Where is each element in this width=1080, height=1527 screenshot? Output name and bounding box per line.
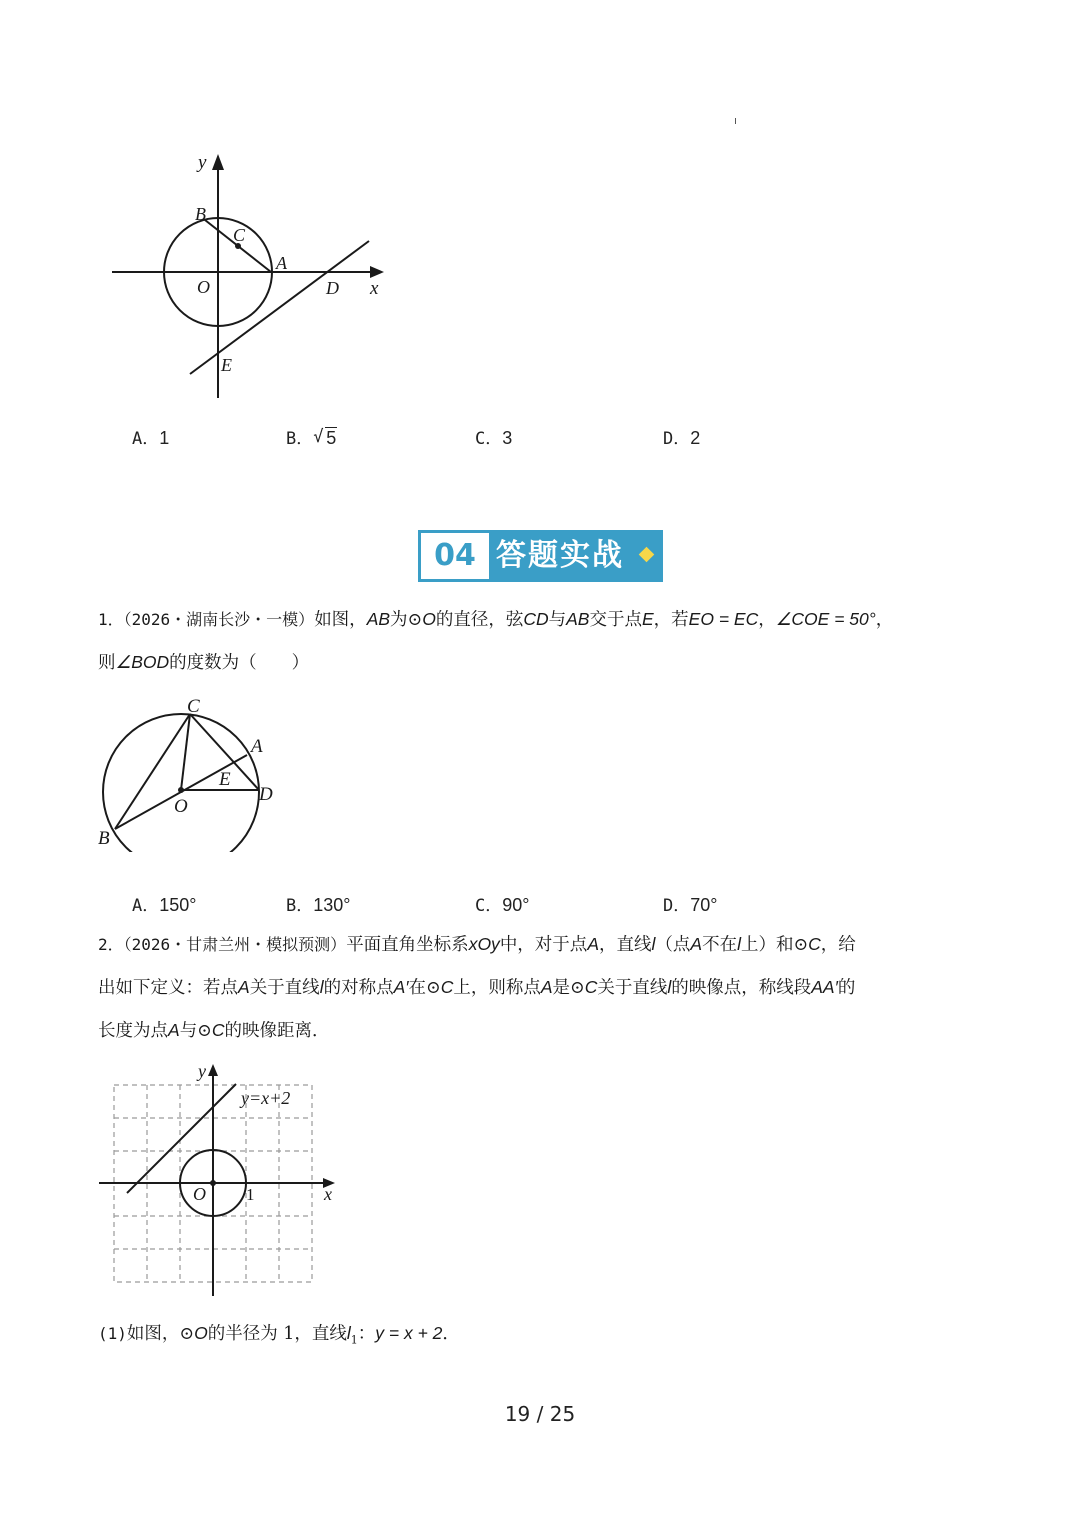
label-b2: B (98, 828, 110, 849)
q0-option-b[interactable]: B．√ 5 (286, 424, 337, 449)
question-2-sub-1: (1)如图，⊙O的半径为 1，直线$l_1$：y = x + 2． (98, 1323, 460, 1347)
label-x: x (370, 278, 379, 299)
section-badge (418, 530, 663, 582)
label-o2: O (174, 796, 188, 817)
q0-option-c[interactable]: C．3 (475, 428, 513, 449)
label-c2: C (187, 696, 200, 717)
y-axis-arrow-3 (208, 1064, 218, 1076)
y-axis-arrow (212, 154, 224, 170)
q1-option-a[interactable]: A．150° (132, 895, 197, 916)
x-axis-arrow (370, 266, 384, 278)
sqrt-symbol: √ 5 (313, 428, 337, 449)
stray-mark (735, 118, 736, 124)
label-y3: y (198, 1061, 206, 1081)
q1-option-d[interactable]: D．70° (663, 895, 718, 916)
q1-option-c[interactable]: C．90° (475, 895, 530, 916)
label-e2: E (219, 769, 231, 790)
figure-grid-graph (95, 1058, 345, 1298)
label-e: E (221, 355, 232, 375)
figure-circle-axes (100, 148, 400, 403)
label-b: B (195, 204, 206, 224)
label-y: y (198, 152, 207, 173)
label-a2: A (251, 736, 263, 757)
label-c: C (233, 225, 246, 245)
page-number: 19 / 25 (504, 1402, 576, 1426)
label-d2: D (259, 784, 273, 805)
label-one: 1 (246, 1185, 255, 1204)
origin-point (210, 1180, 216, 1186)
q0-option-d[interactable]: D．2 (663, 428, 701, 449)
label-a: A (276, 253, 287, 273)
q0-option-a[interactable]: A．1 (132, 428, 170, 449)
q1-option-b[interactable]: B．130° (286, 895, 351, 916)
label-x3: x (324, 1184, 332, 1204)
section-number: 04 (421, 533, 489, 579)
section-title: 答题实战 (496, 538, 624, 573)
label-o3: O (193, 1184, 206, 1204)
label-line-eq: y=x+2 (241, 1088, 291, 1108)
question-2-text: 2．（2026・甘肃兰州・模拟预测）平面直角坐标系xOy中，对于点A，直线l（点A不在l上）和⊙C，给 出如下定义：若点A关于直线l的对称点A′在⊙C上，则称点A是⊙C关于直线l的映像点，称线段AA′的 长度为点A与⊙C的映像距离． (98, 934, 856, 1041)
diamond-icon (639, 547, 655, 563)
point-o (178, 787, 184, 793)
label-d: D (326, 278, 339, 298)
label-o: O (197, 277, 210, 297)
question-1-text: 1．（2026・湖南长沙・一模）如图，AB为⊙O的直径，弦CD与AB交于点E，若EO = EC，∠COE = 50°， 则∠BOD的度数为（ ） (98, 609, 894, 673)
figure-circle-chords (95, 692, 285, 852)
